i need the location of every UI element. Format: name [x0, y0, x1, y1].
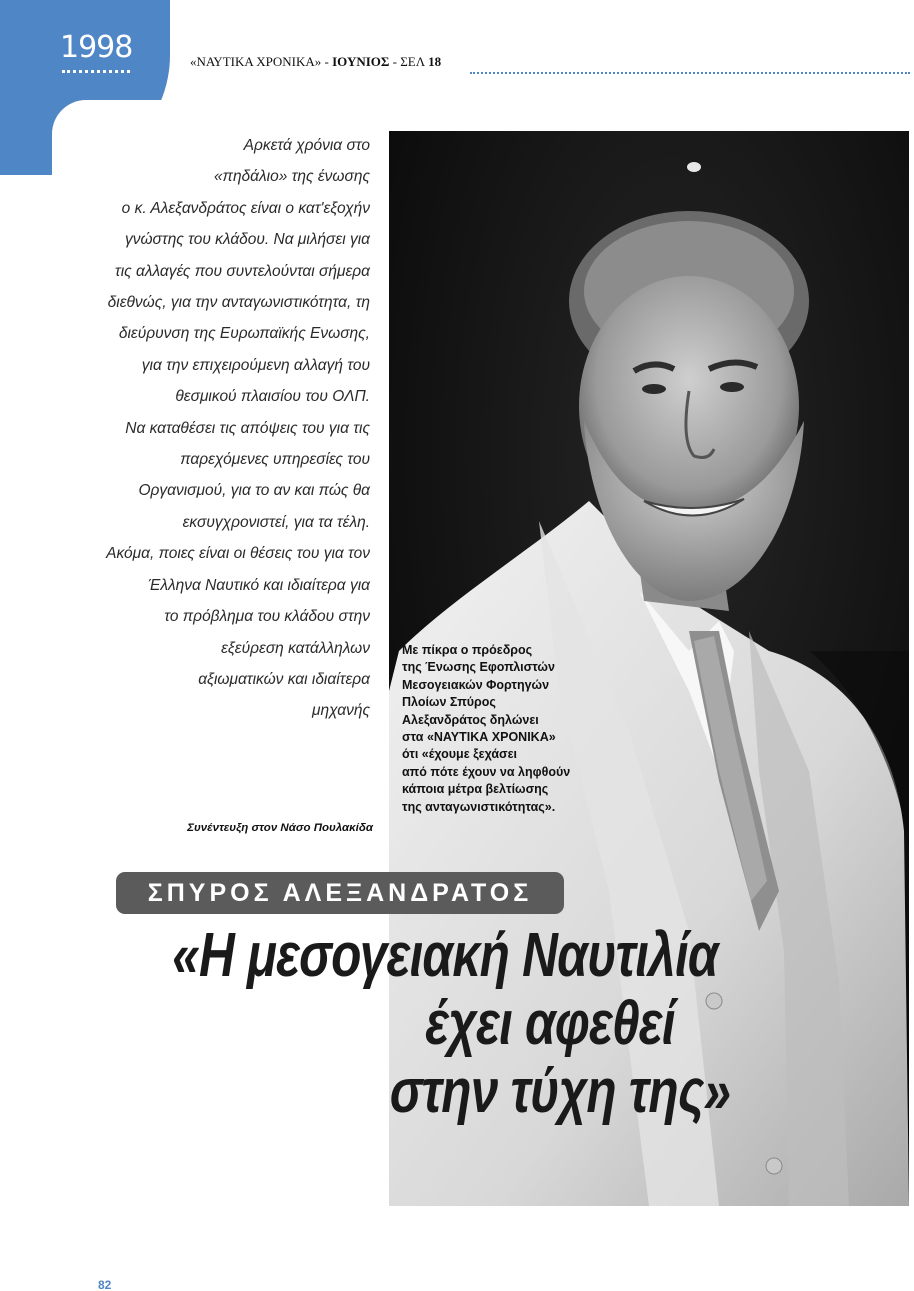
headline-line-2: έχει αφεθεί	[425, 989, 675, 1058]
caption-line: Μεσογειακών Φορτηγών	[402, 677, 550, 692]
headline-line-3: στην τύχη της»	[389, 1057, 731, 1126]
caption-line: Με πίκρα ο πρόεδρος	[402, 643, 533, 657]
photo-caption	[402, 642, 632, 816]
caption-line: από πότε έχουν να ληφθούν	[402, 764, 571, 779]
caption-line: της ανταγωνιστικότητας».	[402, 799, 556, 814]
page-number: 82	[98, 1278, 112, 1291]
byline: Συνέντευξη στον Νάσο Πουλακίδα	[187, 822, 373, 834]
header-publication: «ΝΑΥΤΙΚΑ ΧΡΟΝΙΚΑ» -	[190, 54, 329, 69]
caption-line: ότι «έχουμε ξεχάσει	[402, 747, 517, 762]
intro-line: Αρκετά χρόνια στο	[243, 137, 370, 154]
intro-line: Να καταθέσει τις απόψεις του για τις	[125, 419, 370, 437]
year-underline	[62, 70, 130, 73]
intro-line: εκσυγχρονιστεί, για τα τέλη.	[182, 513, 370, 531]
intro-line: Οργανισμού, για το αν και πώς θα	[138, 482, 370, 500]
year-label: 1998	[60, 30, 133, 65]
headline	[50, 922, 850, 1126]
intro-line: διεθνώς, για την ανταγωνιστικότητα, τη	[107, 294, 370, 312]
running-header	[190, 54, 441, 70]
intro-line: «πηδάλιο» της ένωσης	[213, 168, 370, 186]
intro-line: για την επιχειρούμενη αλλαγή του	[141, 356, 370, 374]
intro-line: Έλληνα Ναυτικό και ιδιαίτερα για	[148, 576, 370, 594]
caption-line: της Ένωσης Εφοπλιστών	[402, 660, 555, 675]
intro-paragraph	[60, 130, 370, 727]
caption-line: κάποια μέτρα βελτίωσης	[402, 782, 549, 797]
intro-line: εξεύρεση κατάλληλων	[221, 639, 370, 657]
intro-line: μηχανής	[311, 702, 370, 720]
intro-line: γνώστης του κλάδου. Να μιλήσει για	[124, 231, 370, 249]
intro-line: θεσμικού πλαισίου του ΟΛΠ.	[175, 388, 370, 406]
intro-line: ο κ. Αλεξανδράτος είναι ο κατ'εξοχήν	[121, 199, 370, 217]
name-banner: ΣΠΥΡΟΣ ΑΛΕΞΑΝΔΡΑΤΟΣ	[116, 872, 564, 914]
intro-line: διεύρυνση της Ευρωπαϊκής Ενωσης,	[118, 325, 370, 343]
header-page-num: 18	[428, 54, 442, 69]
intro-line: παρεχόμενες υπηρεσίες του	[180, 451, 370, 469]
caption-line: Αλεξανδράτος δηλώνει	[402, 712, 539, 727]
intro-line: αξιωματικών και ιδιαίτερα	[198, 670, 370, 688]
header-dotted-rule	[470, 72, 910, 74]
header-page-ref: - ΣΕΛ	[392, 54, 425, 69]
caption-line: στα «ΝΑΥΤΙΚΑ ΧΡΟΝΙΚΑ»	[402, 730, 556, 745]
caption-line: Πλοίων Σπύρος	[402, 695, 496, 710]
headline-line-1: «Η μεσογειακή Ναυτιλία	[172, 921, 718, 990]
intro-line: το πρόβλημα του κλάδου στην	[164, 608, 370, 626]
intro-line: Ακόμα, ποιες είναι οι θέσεις του για τον	[106, 545, 370, 563]
header-issue: ΙΟΥΝΙΟΣ	[332, 54, 390, 69]
intro-line: τις αλλαγές που συντελούνται σήμερα	[114, 262, 370, 280]
